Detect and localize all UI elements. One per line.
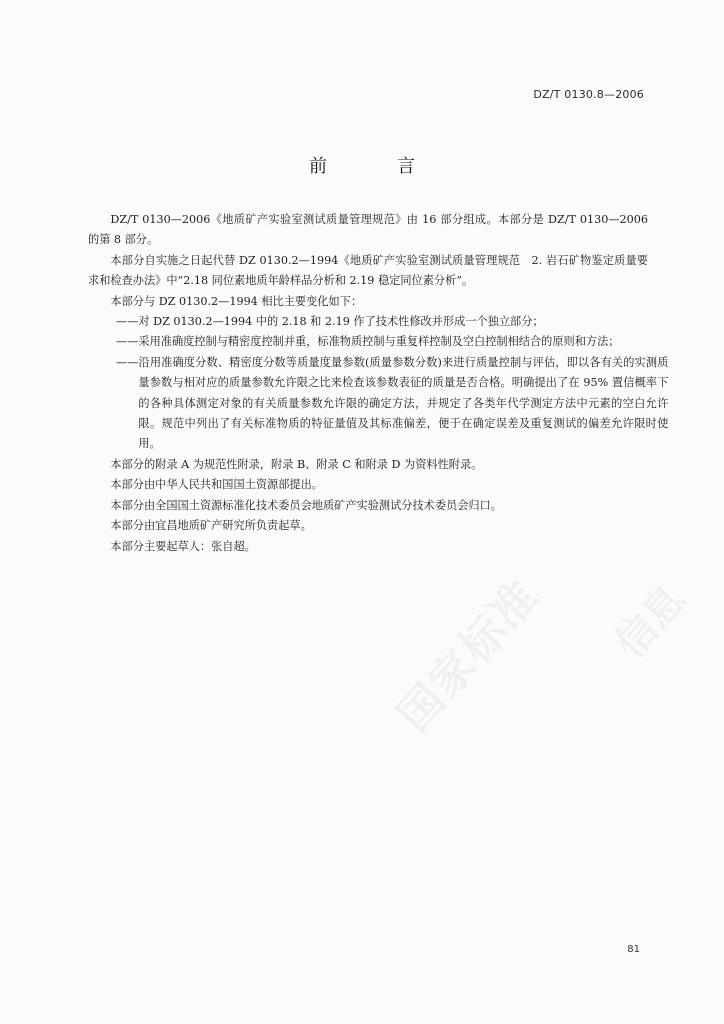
watermark: 信息: [606, 576, 695, 667]
paragraph: 本部分与 DZ 0130.2—1994 相比主要变化如下：: [110, 294, 363, 308]
paragraph: 本部分由中华人民共和国国土资源部提出。: [110, 478, 323, 492]
change-item: ——采用准确度控制与精密度控制并重，标准物质控制与重复样控制及空白控制相结合的原则和方法；: [116, 335, 620, 349]
paragraph: 本部分由宜昌地质矿产研究所负责起草。: [110, 519, 312, 533]
paragraph: 本部分的附录 A 为规范性附录，附录 B、附录 C 和附录 D 为资料性附录。: [110, 457, 483, 471]
watermark: 国家标准: [388, 570, 550, 742]
change-item: ——沿用准确度分数、精密度分数等质量度量参数(质量参数分数)来进行质量控制与评估，即以各有关的实测质量参数与相对应的质量参数允许限之比来检查该参数表征的质量是否合格。明确提出了在 95% 置信概率下的各种具体测定对象的有关质量参数允许限的确定方法，并规定了各类年代学测定方法中元素的空白允许限。规范中列出了有关标准物质的特征量值及其标准偏差，便于在确定误差及重复测试的偏差允许限时使用。: [116, 355, 669, 451]
change-item: ——对 DZ 0130.2—1994 中的 2.18 和 2.19 作了技术性修改并形成一个独立部分；: [116, 315, 544, 329]
foreword-body: [88, 210, 669, 557]
document-code: DZ/T 0130.8—2006: [533, 88, 644, 101]
page-number: 81: [627, 944, 640, 955]
paragraph: DZ/T 0130—2006《地质矿产实验室测试质量管理规范》由 16 部分组成。本部分是 DZ/T 0130—2006 的第 8 部分。: [88, 213, 648, 247]
paragraph: 本部分主要起草人：张自超。: [110, 539, 256, 553]
page-title: 前 言: [309, 156, 441, 177]
paragraph: 本部分由全国国土资源标准化技术委员会地质矿产实验测试分技术委员会归口。: [110, 498, 502, 512]
paragraph: 本部分自实施之日起代替 DZ 0130.2—1994《地质矿产实验室测试质量管理规范 2. 岩石矿物鉴定质量要求和检查办法》中“2.18 同位素地质年龄样品分析和 2.19 稳定同位素分析”。: [88, 253, 648, 288]
